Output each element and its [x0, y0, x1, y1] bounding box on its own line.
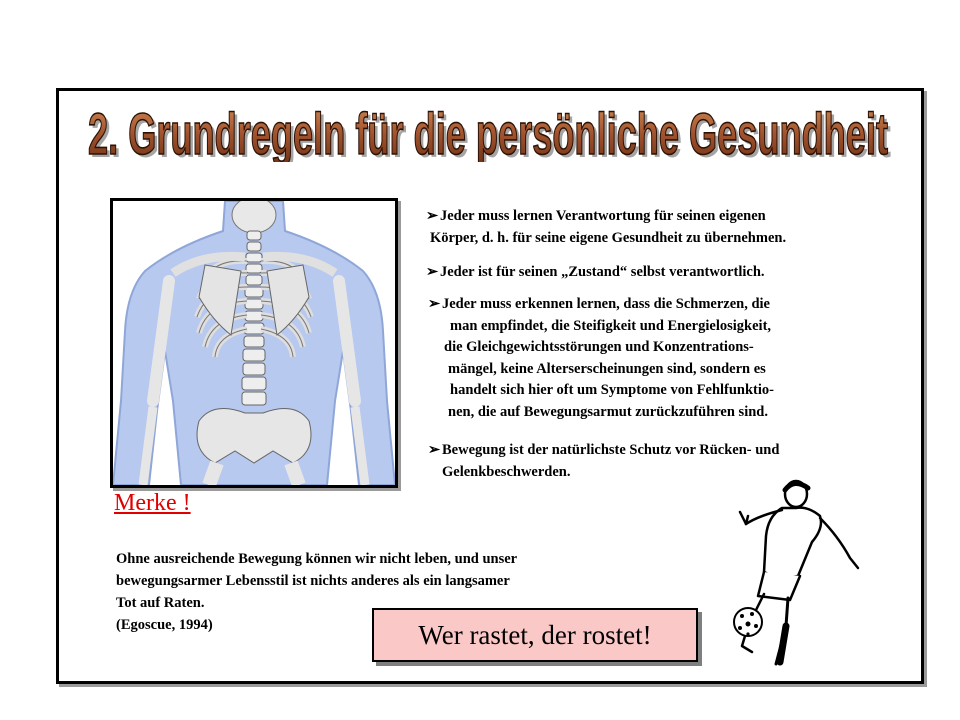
bullet-line: die Gleichgewichtsstörungen und Konzentrations-: [444, 339, 754, 355]
bullet-item: [426, 262, 765, 284]
bullet-arrow-icon: ➢: [426, 208, 439, 224]
bullet-line: Körper, d. h. für seine eigene Gesundheit zu übernehmen.: [430, 229, 787, 246]
soccer-player-illustration: [728, 476, 874, 666]
bullet-line: Jeder muss lernen Verantwortung für seinen eigenen: [440, 208, 766, 224]
bullet-line: man empfindet, die Steifigkeit und Energielosigkeit,: [450, 317, 772, 334]
bullet-line: Gelenkbeschwerden.: [442, 463, 571, 480]
bullet-line: handelt sich hier oft um Symptome von Fehlfunktio-: [450, 382, 774, 398]
slide-title-text: 2. Grundregeln für die persönliche Gesundheit: [88, 102, 888, 162]
quote-line: Ohne ausreichende Bewegung können wir nicht leben, und unser: [116, 551, 518, 567]
bullet-arrow-icon: ➢: [426, 264, 439, 280]
bullet-arrow-icon: ➢: [428, 296, 441, 312]
slide-title: [78, 96, 898, 162]
slogan-text: Wer rastet, der rostet!: [418, 619, 652, 650]
bullet-line: Jeder ist für seinen „Zustand“ selbst verantwortlich.: [440, 264, 765, 280]
merke-heading: Merke !: [114, 490, 191, 516]
bullet-line: nen, die auf Bewegungsarmut zurückzuführen sind.: [448, 403, 768, 420]
bullet-item: [426, 206, 786, 249]
quote-citation: (Egoscue, 1994): [116, 617, 213, 633]
bullet-item: [428, 294, 774, 423]
bullet-line: mängel, keine Alterserscheinungen sind, sondern es: [448, 360, 766, 377]
quote-line: Tot auf Raten.: [116, 595, 205, 611]
slide-title-shadow: 2. Grundregeln für die persönliche Gesundheit: [91, 105, 891, 162]
bullet-arrow-icon: ➢: [428, 442, 441, 458]
bullet-line: Jeder muss erkennen lernen, dass die Schmerzen, die: [442, 296, 770, 312]
skeleton-image: [110, 198, 398, 488]
bullet-item: [428, 440, 779, 483]
quote-line: bewegungsarmer Lebensstil ist nichts anderes als ein langsamer: [116, 573, 510, 589]
slogan-box: [372, 608, 698, 662]
bullet-line: Bewegung ist der natürlichste Schutz vor Rücken- und: [442, 442, 780, 458]
